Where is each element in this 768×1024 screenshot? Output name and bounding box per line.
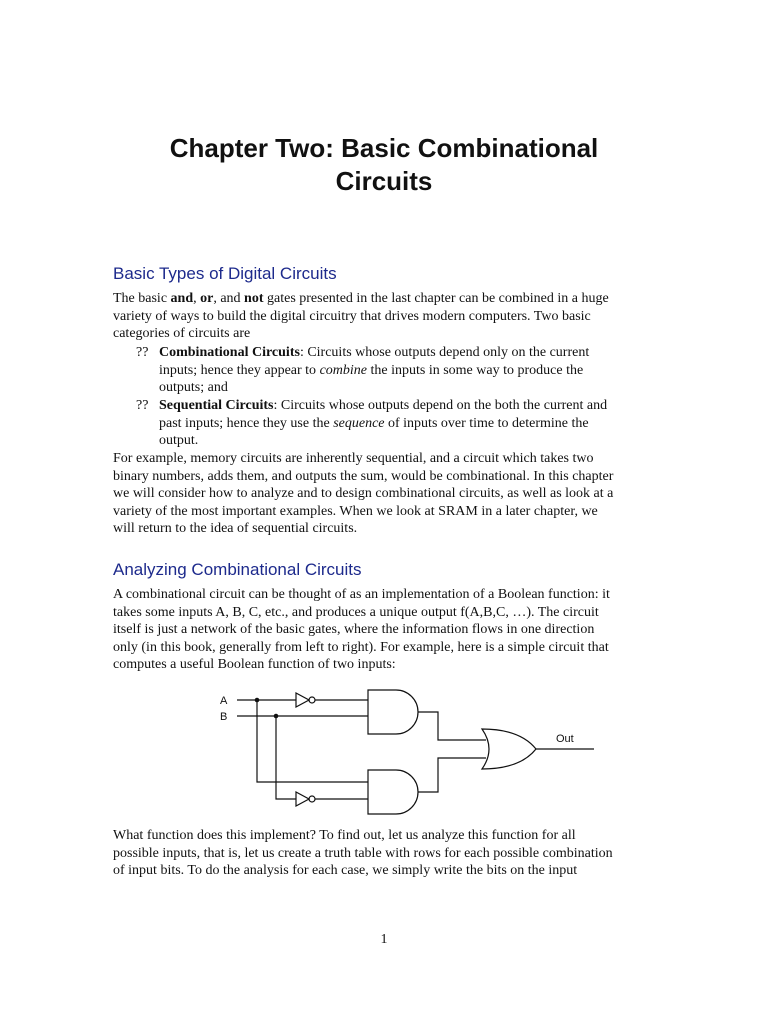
chapter-title — [0, 132, 768, 198]
text-run: the inputs in some way to produce the — [367, 362, 584, 378]
analysis-paragraph — [113, 586, 658, 674]
text-run: past inputs; hence they use the — [159, 415, 334, 431]
bullet-line — [159, 344, 659, 362]
and-gate-top — [368, 690, 418, 734]
paragraph-line: possible inputs, that is, let us create a truth table with rows for each possible combination — [113, 845, 613, 861]
logic-circuit-diagram — [200, 682, 600, 818]
intro-paragraph — [113, 290, 658, 343]
output-label: Out — [556, 733, 574, 745]
paragraph-line: we will consider how to analyze and to design combinational circuits, as well as look at a — [113, 486, 614, 501]
junction-b — [274, 714, 279, 719]
bullet-line: output. — [159, 433, 199, 448]
text-run: of inputs over time to determine the — [384, 415, 589, 431]
bullet-term: Combinational Circuits — [159, 345, 300, 360]
or-gate — [482, 729, 536, 769]
keyword-or: or — [200, 291, 214, 306]
text-run: The basic — [113, 291, 171, 306]
not-gate-top — [296, 693, 309, 707]
not-gate-bottom — [296, 792, 309, 806]
example-paragraph — [113, 450, 658, 538]
text-run: : Circuits whose outputs depend only on the current — [299, 345, 590, 360]
paragraph-line: A combinational circuit can be thought of as an implementation of a Boolean function: it — [113, 587, 610, 602]
bullet-line — [159, 362, 659, 380]
text-run: : Circuits whose outputs depend on the both the current and — [273, 398, 608, 413]
junction-a — [255, 698, 260, 703]
section-heading-analyzing: Analyzing Combinational Circuits — [113, 560, 362, 579]
bullet-text — [159, 397, 659, 450]
text-run: , and — [213, 291, 245, 306]
keyword-not: not — [244, 291, 264, 306]
paragraph-line: takes some inputs A, B, C, etc., and produces a unique output f(A,B,C, …). The circuit — [113, 604, 599, 620]
paragraph-line: For example, memory circuits are inherently sequential, and a circuit which takes two — [113, 451, 594, 466]
wire-b-to-lower-not — [276, 716, 296, 799]
input-label-a: A — [220, 695, 228, 707]
bullet-line: outputs; and — [159, 380, 228, 395]
keyword-and: and — [170, 291, 194, 306]
paragraph-line: variety of the most important examples. When we look at SRAM in a later chapter, we — [113, 503, 598, 519]
wire-bottom-and-to-or — [418, 758, 486, 792]
input-label-b: B — [220, 711, 228, 723]
wire-a-to-lower-and — [257, 700, 368, 782]
bullet-line — [159, 397, 659, 415]
page-number: 1 — [380, 932, 388, 947]
chapter-title-line-2: Circuits — [335, 166, 433, 196]
paragraph-line: will return to the idea of sequential circuits. — [113, 521, 358, 536]
paragraph-line: binary numbers, adds them, and outputs the sum, would be combinational. In this chapter — [113, 468, 614, 484]
paragraph-line: computes a useful Boolean function of two inputs: — [113, 657, 396, 672]
paragraph-line: of input bits. To do the analysis for each case, we simply write the bits on the input — [113, 863, 578, 878]
section-heading-basic-types: Basic Types of Digital Circuits — [113, 264, 337, 283]
paragraph-line: What function does this implement? To find out, let us analyze this function for all — [113, 828, 576, 843]
bullet-text — [159, 344, 659, 397]
wire-top-and-to-or — [418, 712, 486, 740]
paragraph-line: itself is just a network of the basic gates, where the information flows in one direction — [113, 622, 595, 637]
paragraph-line: only (in this book, generally from left to right). For example, here is a simple circuit that — [113, 639, 609, 655]
chapter-title-line-1: Chapter Two: Basic Combinational — [169, 133, 599, 163]
text-run: inputs; hence they appear to — [159, 362, 320, 378]
intro-line-3: categories of circuits are — [113, 326, 251, 341]
bullet-marker: ?? — [136, 398, 149, 413]
text-run: , — [193, 291, 201, 306]
intro-line-1 — [113, 290, 658, 308]
bullet-line — [159, 415, 659, 433]
analysis-paragraph-2 — [113, 827, 658, 880]
text-run: gates presented in the last chapter can be combined in a huge — [263, 291, 609, 306]
emphasis: sequence — [333, 415, 385, 431]
bullet-term: Sequential Circuits — [159, 398, 274, 413]
and-gate-bottom — [368, 770, 418, 814]
bullet-marker: ?? — [136, 345, 149, 360]
emphasis: combine — [319, 362, 367, 378]
intro-line-2: variety of ways to build the digital circuitry that drives modern computers. Two basic — [113, 308, 591, 324]
